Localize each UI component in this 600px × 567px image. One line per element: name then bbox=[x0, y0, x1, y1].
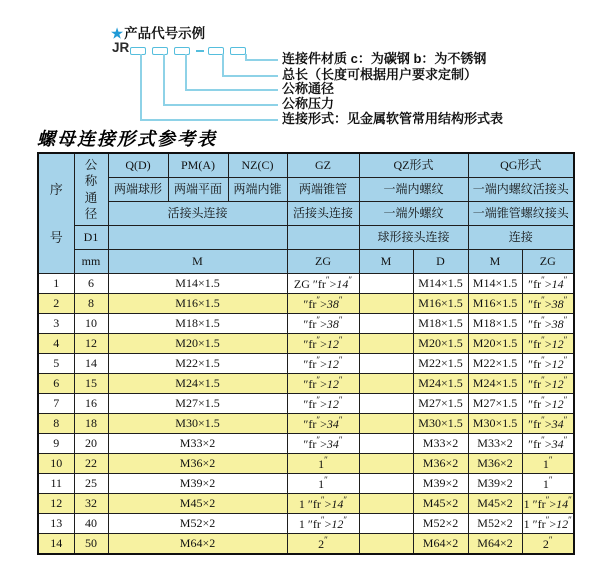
cell-mm: 25 bbox=[74, 474, 108, 494]
col-header-qd: Q(D) bbox=[108, 153, 168, 178]
cell-no: 10 bbox=[38, 454, 74, 474]
desc-qg-2: 一端锥管螺纹接头 bbox=[468, 202, 574, 226]
col-header-mm: mm bbox=[74, 250, 108, 274]
cell-qg_zg: 1 ″fr″>12″ bbox=[522, 514, 574, 534]
cell-no: 6 bbox=[38, 374, 74, 394]
cell-qg_m: M52×2 bbox=[468, 514, 522, 534]
table-row bbox=[38, 414, 574, 434]
code-box-2 bbox=[152, 47, 168, 55]
col-header-m: M bbox=[108, 250, 287, 274]
code-prefix: JR bbox=[112, 40, 130, 55]
cell-mm: 50 bbox=[74, 534, 108, 555]
cell-qz_m bbox=[359, 434, 413, 454]
cell-qg_zg: ″fr″>34″ bbox=[522, 414, 574, 434]
cell-qz_m bbox=[359, 314, 413, 334]
table-row bbox=[38, 294, 574, 314]
col-header-qz-d: D bbox=[413, 250, 468, 274]
cell-no: 13 bbox=[38, 514, 74, 534]
col-header-seq bbox=[38, 153, 74, 274]
code-box-3 bbox=[174, 47, 190, 55]
table-body bbox=[38, 274, 574, 555]
desc-nzc: 两端内锥 bbox=[228, 178, 287, 202]
cell-m: M52×2 bbox=[108, 514, 287, 534]
cell-zg: 1 ″fr″>12″ bbox=[287, 514, 359, 534]
cell-m: M64×2 bbox=[108, 534, 287, 555]
table-row bbox=[38, 334, 574, 354]
code-dash bbox=[196, 50, 204, 52]
cell-no: 11 bbox=[38, 474, 74, 494]
cell-qg_zg: 1 ″fr″>14″ bbox=[522, 494, 574, 514]
table-row bbox=[38, 474, 574, 494]
cell-zg: 1″ bbox=[287, 474, 359, 494]
cell-zg: ″fr″>38″ bbox=[287, 314, 359, 334]
cell-mm: 22 bbox=[74, 454, 108, 474]
cell-qg_zg: ″fr″>14″ bbox=[522, 274, 574, 294]
cell-m: M18×1.5 bbox=[108, 314, 287, 334]
cell-qz_d: M22×1.5 bbox=[413, 354, 468, 374]
cell-qz_d: M18×1.5 bbox=[413, 314, 468, 334]
cell-qg_m: M27×1.5 bbox=[468, 394, 522, 414]
cell-no: 7 bbox=[38, 394, 74, 414]
cell-mm: 15 bbox=[74, 374, 108, 394]
cell-mm: 32 bbox=[74, 494, 108, 514]
qz-connection-label: 球形接头连接 bbox=[359, 226, 468, 250]
cell-m: M33×2 bbox=[108, 434, 287, 454]
star-icon: ★ bbox=[111, 26, 124, 41]
cell-no: 14 bbox=[38, 534, 74, 555]
cell-zg: ″fr″>34″ bbox=[287, 434, 359, 454]
cell-qz_d: M27×1.5 bbox=[413, 394, 468, 414]
table-row bbox=[38, 434, 574, 454]
cell-qg_zg: 1″ bbox=[522, 454, 574, 474]
cell-qg_m: M20×1.5 bbox=[468, 334, 522, 354]
cell-qg_m: M24×1.5 bbox=[468, 374, 522, 394]
cell-qz_d: M16×1.5 bbox=[413, 294, 468, 314]
table-row bbox=[38, 454, 574, 474]
desc-qd: 两端球形 bbox=[108, 178, 168, 202]
table-row bbox=[38, 494, 574, 514]
cell-qg_m: M16×1.5 bbox=[468, 294, 522, 314]
connector-line bbox=[222, 54, 224, 77]
gz-connection-label: 活接头连接 bbox=[287, 202, 359, 226]
cell-qg_m: M14×1.5 bbox=[468, 274, 522, 294]
cell-qg_m: M18×1.5 bbox=[468, 314, 522, 334]
connector-line bbox=[140, 119, 278, 121]
qg-connection-label: 连接 bbox=[468, 226, 574, 250]
cell-no: 5 bbox=[38, 354, 74, 374]
connector-line bbox=[222, 75, 278, 77]
cell-qz_m bbox=[359, 414, 413, 434]
col-header-zg: ZG bbox=[287, 250, 359, 274]
table-row bbox=[38, 514, 574, 534]
cell-qz_d: M24×1.5 bbox=[413, 374, 468, 394]
col-header-gz: GZ bbox=[287, 153, 359, 178]
table-row bbox=[38, 314, 574, 334]
desc-gz: 两端锥管 bbox=[287, 178, 359, 202]
col-header-qz-m: M bbox=[359, 250, 413, 274]
cell-m: M30×1.5 bbox=[108, 414, 287, 434]
cell-m: M39×2 bbox=[108, 474, 287, 494]
cell-mm: 12 bbox=[74, 334, 108, 354]
cell-mm: 6 bbox=[74, 274, 108, 294]
cell-zg: 2″ bbox=[287, 534, 359, 555]
col-header-qg-m: M bbox=[468, 250, 522, 274]
cell-m: M16×1.5 bbox=[108, 294, 287, 314]
desc-qg-1: 一端内螺纹活接头 bbox=[468, 178, 574, 202]
cell-m: M36×2 bbox=[108, 454, 287, 474]
cell-zg: ″fr″>34″ bbox=[287, 414, 359, 434]
cell-zg: ″fr″>12″ bbox=[287, 334, 359, 354]
table-row bbox=[38, 274, 574, 294]
cell-qz_m bbox=[359, 514, 413, 534]
cell-zg: ″fr″>38″ bbox=[287, 294, 359, 314]
col-header-pma: PM(A) bbox=[168, 153, 228, 178]
cell-qg_m: M39×2 bbox=[468, 474, 522, 494]
code-box-5 bbox=[230, 47, 246, 55]
cell-qz_d: M45×2 bbox=[413, 494, 468, 514]
cell-m: M20×1.5 bbox=[108, 334, 287, 354]
cell-qg_zg: ″fr″>34″ bbox=[522, 434, 574, 454]
cell-qz_m bbox=[359, 294, 413, 314]
table-header bbox=[38, 153, 574, 274]
cell-zg: ″fr″>12″ bbox=[287, 394, 359, 414]
cell-qz_m bbox=[359, 354, 413, 374]
code-label-total-length: 总长（长度可根据用户要求定制） bbox=[282, 67, 478, 82]
cell-qg_m: M64×2 bbox=[468, 534, 522, 555]
cell-zg: 1″ bbox=[287, 454, 359, 474]
connector-line bbox=[140, 54, 142, 121]
cell-qz_m bbox=[359, 454, 413, 474]
cell-qz_m bbox=[359, 474, 413, 494]
diagram-title bbox=[111, 22, 205, 42]
cell-m: M22×1.5 bbox=[108, 354, 287, 374]
cell-qz_d: M33×2 bbox=[413, 434, 468, 454]
connector-line bbox=[163, 104, 278, 106]
cell-qz_d: M64×2 bbox=[413, 534, 468, 555]
empty-cell bbox=[287, 226, 359, 250]
cell-qz_m bbox=[359, 534, 413, 555]
cell-qg_zg: ″fr″>38″ bbox=[522, 314, 574, 334]
cell-m: M14×1.5 bbox=[108, 274, 287, 294]
cell-mm: 16 bbox=[74, 394, 108, 414]
cell-qg_m: M45×2 bbox=[468, 494, 522, 514]
cell-qz_m bbox=[359, 374, 413, 394]
code-box-1 bbox=[130, 47, 146, 55]
col-header-qg: QG形式 bbox=[468, 153, 574, 178]
cell-qg_zg: 1″ bbox=[522, 474, 574, 494]
cell-no: 12 bbox=[38, 494, 74, 514]
cell-zg: 1 ″fr″>14″ bbox=[287, 494, 359, 514]
cell-qz_d: M36×2 bbox=[413, 454, 468, 474]
cell-qz_d: M20×1.5 bbox=[413, 334, 468, 354]
connector-line bbox=[185, 89, 278, 91]
code-label-material: 连接件材质 c：为碳钢 b：为不锈钢 bbox=[282, 51, 487, 66]
col-header-nzc: NZ(C) bbox=[228, 153, 287, 178]
nut-connection-table bbox=[37, 152, 575, 555]
table-row bbox=[38, 374, 574, 394]
cell-qg_zg: ″fr″>12″ bbox=[522, 354, 574, 374]
cell-qz_m bbox=[359, 394, 413, 414]
cell-m: M45×2 bbox=[108, 494, 287, 514]
connector-line bbox=[163, 54, 165, 106]
cell-mm: 20 bbox=[74, 434, 108, 454]
cell-qg_m: M36×2 bbox=[468, 454, 522, 474]
cell-no: 3 bbox=[38, 314, 74, 334]
cell-qz_d: M30×1.5 bbox=[413, 414, 468, 434]
cell-no: 9 bbox=[38, 434, 74, 454]
cell-zg: ″fr″>12″ bbox=[287, 354, 359, 374]
col-header-qg-zg: ZG bbox=[522, 250, 574, 274]
cell-qz_d: M14×1.5 bbox=[413, 274, 468, 294]
diagram-title-text: 产品代号示例 bbox=[124, 26, 206, 41]
empty-cell bbox=[108, 226, 287, 250]
cell-qg_zg: ″fr″>12″ bbox=[522, 374, 574, 394]
cell-qg_zg: 2″ bbox=[522, 534, 574, 555]
cell-no: 4 bbox=[38, 334, 74, 354]
cell-qz_d: M52×2 bbox=[413, 514, 468, 534]
cell-no: 1 bbox=[38, 274, 74, 294]
cell-qg_m: M33×2 bbox=[468, 434, 522, 454]
cell-mm: 8 bbox=[74, 294, 108, 314]
col-header-nominal-diameter bbox=[74, 153, 108, 226]
cell-qg_m: M22×1.5 bbox=[468, 354, 522, 374]
table-row bbox=[38, 354, 574, 374]
cell-mm: 18 bbox=[74, 414, 108, 434]
code-label-nominal-diameter: 公称通径 bbox=[282, 81, 335, 96]
col-header-qz: QZ形式 bbox=[359, 153, 468, 178]
cell-mm: 14 bbox=[74, 354, 108, 374]
cell-no: 8 bbox=[38, 414, 74, 434]
desc-qz-1: 一端内螺纹 bbox=[359, 178, 468, 202]
cell-qz_d: M39×2 bbox=[413, 474, 468, 494]
nominal-diameter-label: 公称通径 bbox=[84, 158, 98, 221]
cell-qg_zg: ″fr″>12″ bbox=[522, 394, 574, 414]
cell-mm: 10 bbox=[74, 314, 108, 334]
cell-qg_zg: ″fr″>12″ bbox=[522, 334, 574, 354]
connector-line bbox=[245, 59, 278, 61]
table-row bbox=[38, 534, 574, 555]
connector-line bbox=[185, 54, 187, 91]
cell-zg: ZG ″fr″>14″ bbox=[287, 274, 359, 294]
cell-no: 2 bbox=[38, 294, 74, 314]
cell-qg_zg: ″fr″>38″ bbox=[522, 294, 574, 314]
cell-mm: 40 bbox=[74, 514, 108, 534]
code-label-connection-form: 连接形式：见金属软管常用结构形式表 bbox=[282, 111, 504, 126]
cell-m: M24×1.5 bbox=[108, 374, 287, 394]
desc-qz-2: 一端外螺纹 bbox=[359, 202, 468, 226]
code-label-nominal-pressure: 公称压力 bbox=[282, 96, 335, 111]
table-row bbox=[38, 394, 574, 414]
cell-m: M27×1.5 bbox=[108, 394, 287, 414]
cell-qg_m: M30×1.5 bbox=[468, 414, 522, 434]
col-header-d1: D1 bbox=[74, 226, 108, 250]
cell-zg: ″fr″>12″ bbox=[287, 374, 359, 394]
cell-qz_m bbox=[359, 334, 413, 354]
desc-pma: 两端平面 bbox=[168, 178, 228, 202]
table-title: 螺母连接形式参考表 bbox=[37, 129, 217, 149]
union-connection-label: 活接头连接 bbox=[108, 202, 287, 226]
cell-qz_m bbox=[359, 494, 413, 514]
cell-qz_m bbox=[359, 274, 413, 294]
seq-label: 序号 bbox=[49, 181, 63, 245]
